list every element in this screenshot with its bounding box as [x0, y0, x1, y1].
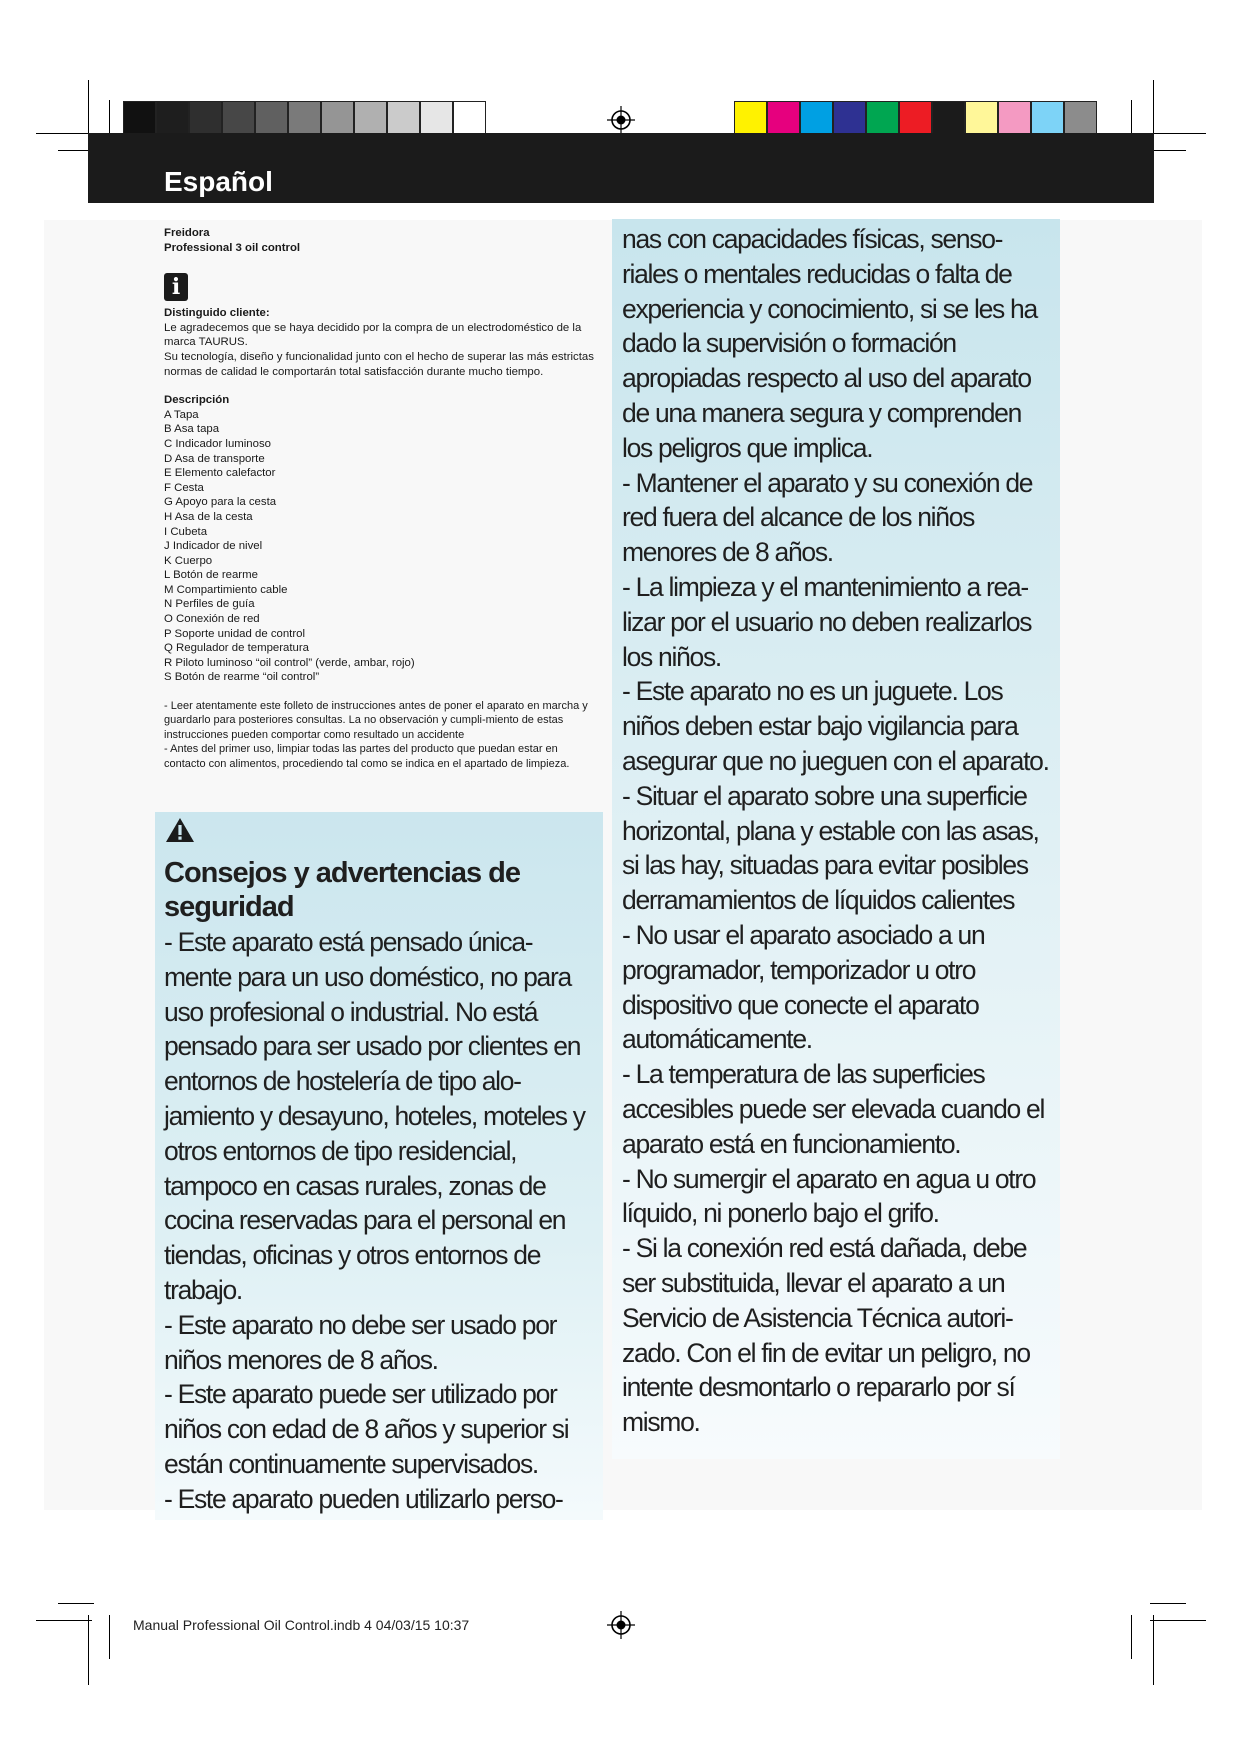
color-swatch — [354, 101, 387, 136]
color-swatch — [998, 101, 1031, 136]
safety-paragraph: - Este aparato puede ser utilizado por niños con edad de 8 años y superior si están continuamente supervisados. — [164, 1379, 569, 1479]
color-swatch — [767, 101, 800, 136]
safety-paragraph: - Mantener el aparato y su conexión de red fuera del alcance de los niños menores de 8 años. — [622, 467, 1033, 568]
safety-paragraph: - No sumergir el aparato en agua u otro líquido, ni ponerlo bajo el grifo. — [622, 1163, 1036, 1229]
description-item: A Tapa — [164, 408, 199, 421]
crop-mark-bl-v — [88, 1615, 89, 1685]
crop-mark-bl-h — [36, 1620, 92, 1621]
intro-column — [164, 226, 599, 771]
color-swatch — [189, 101, 222, 136]
safety-title: Consejos y advertencias de seguridad — [164, 857, 520, 923]
description-item: H Asa de la cesta — [164, 510, 253, 523]
registration-mark-icon — [607, 106, 635, 134]
greeting: Distinguido cliente: — [164, 307, 270, 320]
crop-mark-bl-h2 — [58, 1603, 94, 1604]
description-item: F Cesta — [164, 481, 204, 494]
color-swatch — [255, 101, 288, 136]
safety-paragraph: - Este aparato está pensado única-mente para un uso doméstico, no para uso profesional o industrial. No está pensado para ser usado por clientes en entornos de hostelería de tipo alo-jamiento y desayuno, hoteles, moteles y otros entornos de tipo residencial, tampoco en casas rurales, zonas de cocina reservadas para el personal en tiendas, oficinas y otros entornos de trabajo. — [164, 927, 585, 1305]
color-swatch — [800, 101, 833, 136]
color-swatch — [899, 101, 932, 136]
color-swatch — [222, 101, 255, 136]
intro-paragraph-1: Le agradecemos que se haya decidido por la compra de un electrodoméstico de la marca TAURUS. — [164, 321, 582, 349]
warning-triangle-icon — [164, 816, 196, 844]
description-item: I Cubeta — [164, 525, 208, 538]
description-item: G Apoyo para la cesta — [164, 496, 277, 509]
note-2: - Antes del primer uso, limpiar todas las partes del producto que puedan estar en contacto con alimentos, procediendo tal como se indica en el apartado de limpieza. — [164, 743, 570, 770]
description-item: K Cuerpo — [164, 554, 213, 567]
crop-mark-br-v — [1153, 1615, 1154, 1685]
registration-mark-icon — [607, 1611, 635, 1639]
description-item: E Elemento calefactor — [164, 467, 276, 480]
safety-paragraph: - No usar el aparato asociado a un programador, temporizador u otro dispositivo que conecte el aparato automáticamente. — [622, 919, 985, 1055]
color-swatch — [321, 101, 354, 136]
crop-mark-br-h — [1150, 1620, 1206, 1621]
color-swatch — [288, 101, 321, 136]
description-item: R Piloto luminoso “oil control” (verde, ambar, rojo) — [164, 656, 415, 669]
description-item: N Perfiles de guía — [164, 598, 255, 611]
crop-mark-tr-h2 — [1150, 150, 1186, 151]
safety-paragraph: - Situar el aparato sobre una superficie horizontal, plana y estable con las asas, si las hay, situadas para evitar posibles derramamientos de líquidos calientes — [622, 780, 1039, 916]
crop-mark-tr-h — [1150, 133, 1206, 134]
intro-paragraph-2: Su tecnología, diseño y funcionalidad junto con el hecho de superar las más estrictas normas de calidad le comportarán total satisfacción durante mucho tiempo. — [164, 350, 594, 378]
crop-mark-bl-v2 — [109, 1615, 110, 1659]
process-color-bar — [734, 101, 1097, 136]
color-swatch — [1031, 101, 1064, 136]
color-swatch — [453, 101, 486, 136]
color-swatch — [387, 101, 420, 136]
description-item: O Conexión de red — [164, 613, 260, 626]
description-item: L Botón de rearme — [164, 569, 258, 582]
description-item: B Asa tapa — [164, 423, 220, 436]
color-swatch — [1064, 101, 1097, 136]
safety-left-text — [164, 925, 594, 1517]
description-item: Q Regulador de temperatura — [164, 642, 309, 655]
safety-paragraph: - Si la conexión red está dañada, debe ser substituida, llevar el aparato a un Servicio de Asistencia Técnica autori-zado. Con el fin de evitar un peligro, no intente desmontarlo o repararlo por sí mismo. — [622, 1233, 1030, 1438]
footer-file-info: Manual Professional Oil Control.indb 4 04/03/15 10:37 — [133, 1617, 470, 1633]
language-title: Español — [164, 166, 273, 197]
crop-mark-br-v2 — [1131, 1615, 1132, 1659]
grayscale-color-bar — [123, 101, 486, 136]
color-swatch — [932, 101, 965, 136]
product-type: Freidora — [164, 227, 210, 239]
color-swatch — [866, 101, 899, 136]
color-swatch — [965, 101, 998, 136]
safety-paragraph: - La temperatura de las superficies accesibles puede ser elevada cuando el aparato está en funcionamiento. — [622, 1059, 1045, 1159]
description-item: M Compartimiento cable — [164, 583, 288, 596]
description-item: C Indicador luminoso — [164, 437, 271, 450]
description-item: S Botón de rearme “oil control” — [164, 671, 320, 684]
safety-paragraph: - Este aparato no debe ser usado por niños menores de 8 años. — [164, 1309, 557, 1375]
color-swatch — [734, 101, 767, 136]
note-1: - Leer atentamente este folleto de instrucciones antes de poner el aparato en marcha y guardarlo para posteriores consultas. La no observación y cumpli-miento de estas instrucciones pueden comportar como resultado un accidente — [164, 700, 588, 741]
info-icon: i — [164, 273, 188, 301]
crop-mark-br-h2 — [1150, 1603, 1186, 1604]
product-model: Professional 3 oil control — [164, 241, 301, 254]
description-item: P Soporte unidad de control — [164, 627, 306, 640]
description-item: D Asa de transporte — [164, 452, 265, 465]
safety-paragraph: nas con capacidades físicas, senso-riales o mentales reducidas o falta de experiencia y conocimiento, si se les ha dado la supervisión o formación apropiadas respecto al uso del aparato de una manera segura y comprenden los peligros que implica. — [622, 224, 1037, 463]
description-list — [164, 408, 599, 685]
safety-paragraph: - La limpieza y el mantenimiento a rea-lizar por el usuario no deben realizarlos los niños. — [622, 571, 1032, 672]
color-swatch — [123, 101, 156, 136]
safety-paragraph: - Este aparato pueden utilizarlo perso- — [164, 1483, 563, 1514]
color-swatch — [420, 101, 453, 136]
safety-paragraph: - Este aparato no es un juguete. Los niños deben estar bajo vigilancia para asegurar que no jueguen con el aparato. — [622, 676, 1049, 776]
description-item: J Indicador de nivel — [164, 540, 263, 553]
description-title: Descripción — [164, 394, 230, 407]
color-swatch — [833, 101, 866, 136]
crop-mark-tl-h — [36, 133, 92, 134]
safety-right-text — [622, 222, 1054, 1440]
color-swatch — [156, 101, 189, 136]
